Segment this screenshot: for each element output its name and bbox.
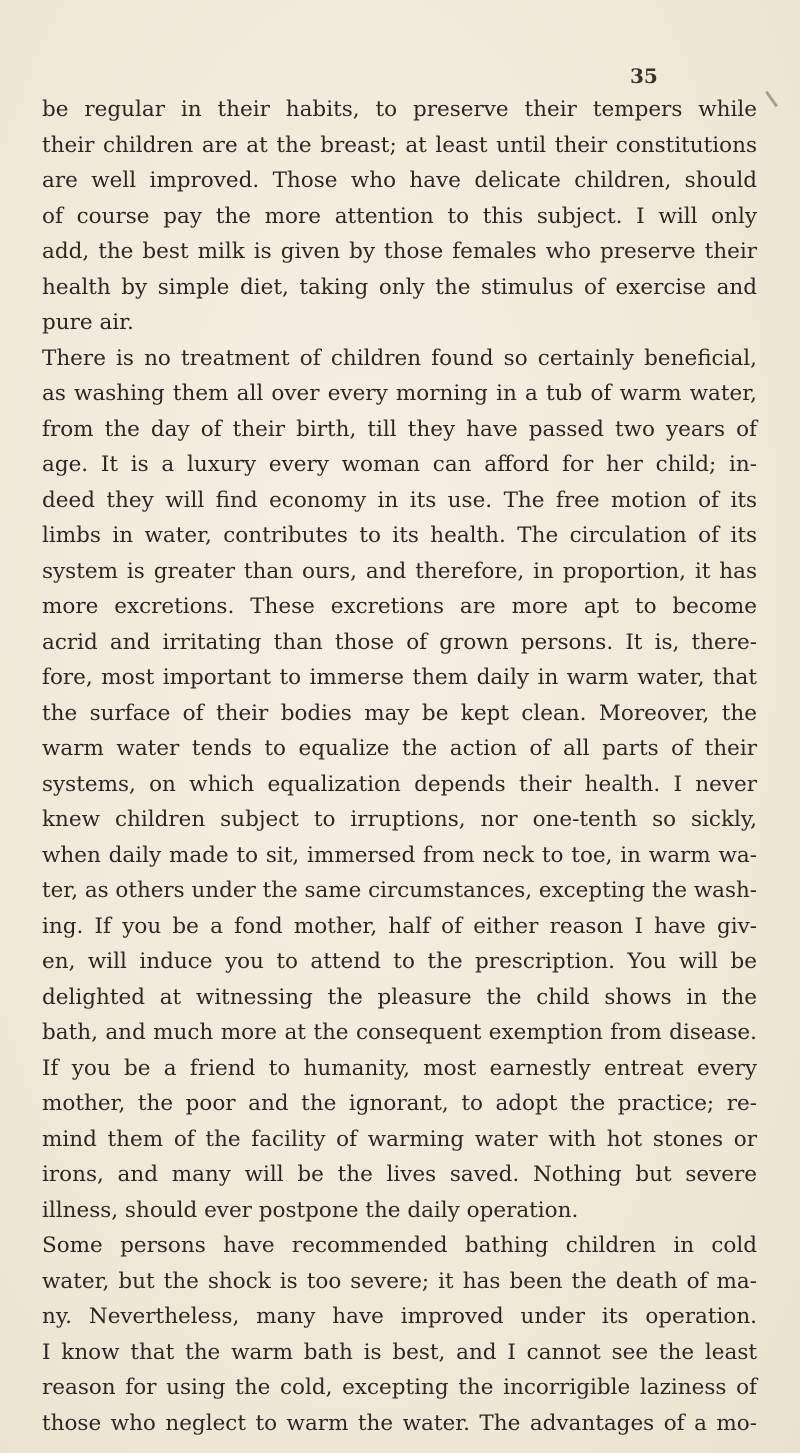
text-line: If you be a friend to humanity, most earnestly entreat every [42, 1055, 757, 1081]
text-line: bath, and much more at the consequent exemption from disease. [42, 1020, 757, 1045]
text-line: more excretions. These excretions are more apt to become [42, 594, 757, 619]
text-line: There is no treatment of children found so certainly beneficial, [42, 345, 757, 371]
text-line: fore, most important to immerse them daily in warm water, that [42, 665, 757, 690]
text-line: health by simple diet, taking only the stimulus of exercise and [42, 274, 757, 300]
text-line: ter, as others under the same circumstances, excepting the wash- [42, 878, 758, 903]
text-line: age. It is a luxury every woman can afford for her child; in- [42, 452, 757, 477]
text-line: add, the best milk is given by those females who preserve their [42, 239, 757, 264]
text-line: knew children subject to irruptions, nor one-tenth so sickly, [42, 807, 757, 832]
text-line: as washing them all over every morning in a tub of warm water, [42, 381, 757, 406]
margin-mark [765, 91, 778, 107]
text-line: en, will induce you to attend to the prescription. You will be [42, 949, 757, 974]
text-line: pure air. [42, 310, 134, 335]
text-line: system is greater than ours, and therefore, in proportion, it has [42, 558, 757, 584]
text-line: of course pay the more attention to this subject. I will only [42, 203, 757, 229]
text-line: those who neglect to warm the water. The advantages of a mo- [42, 1410, 757, 1436]
text-line: reason for using the cold, excepting the incorrigible laziness of [42, 1375, 757, 1400]
text-line: ny. Nevertheless, many have improved under its operation. [42, 1304, 757, 1329]
text-line: warm water tends to equalize the action of all parts of their [42, 736, 757, 761]
text-line: are well improved. Those who have delicate children, should [42, 168, 757, 193]
text-line: illness, should ever postpone the daily operation. [42, 1197, 579, 1223]
text-line: limbs in water, contributes to its health. The circulation of its [42, 523, 757, 548]
page-number: 35 [630, 64, 658, 88]
text-line: ing. If you be a fond mother, half of either reason I have giv- [42, 913, 757, 939]
text-line: mother, the poor and the ignorant, to adopt the practice; re- [42, 1091, 757, 1116]
text-line: irons, and many will be the lives saved. Nothing but severe [42, 1162, 757, 1187]
text-line: Some persons have recommended bathing children in cold [42, 1233, 757, 1258]
text-line: water, but the shock is too severe; it has been the death of ma- [42, 1268, 757, 1294]
text-line: from the day of their birth, till they have passed two years of [42, 416, 757, 442]
text-line: systems, on which equalization depends their health. I never [42, 771, 757, 797]
body-text [42, 92, 757, 1441]
text-line: their children are at the breast; at least until their constitutions [42, 132, 757, 158]
text-line: I know that the warm bath is best, and I cannot see the least [42, 1339, 757, 1365]
text-line: acrid and irritating than those of grown persons. It is, there- [42, 629, 757, 655]
text-line: mind them of the facility of warming water with hot stones or [42, 1126, 757, 1152]
text-line: when daily made to sit, immersed from neck to toe, in warm wa- [42, 842, 757, 868]
text-line: delighted at witnessing the pleasure the child shows in the [42, 984, 757, 1010]
text-line: the surface of their bodies may be kept clean. Moreover, the [42, 700, 757, 726]
text-line: be regular in their habits, to preserve their tempers while [42, 97, 757, 122]
text-line: deed they will find economy in its use. The free motion of its [42, 487, 757, 513]
